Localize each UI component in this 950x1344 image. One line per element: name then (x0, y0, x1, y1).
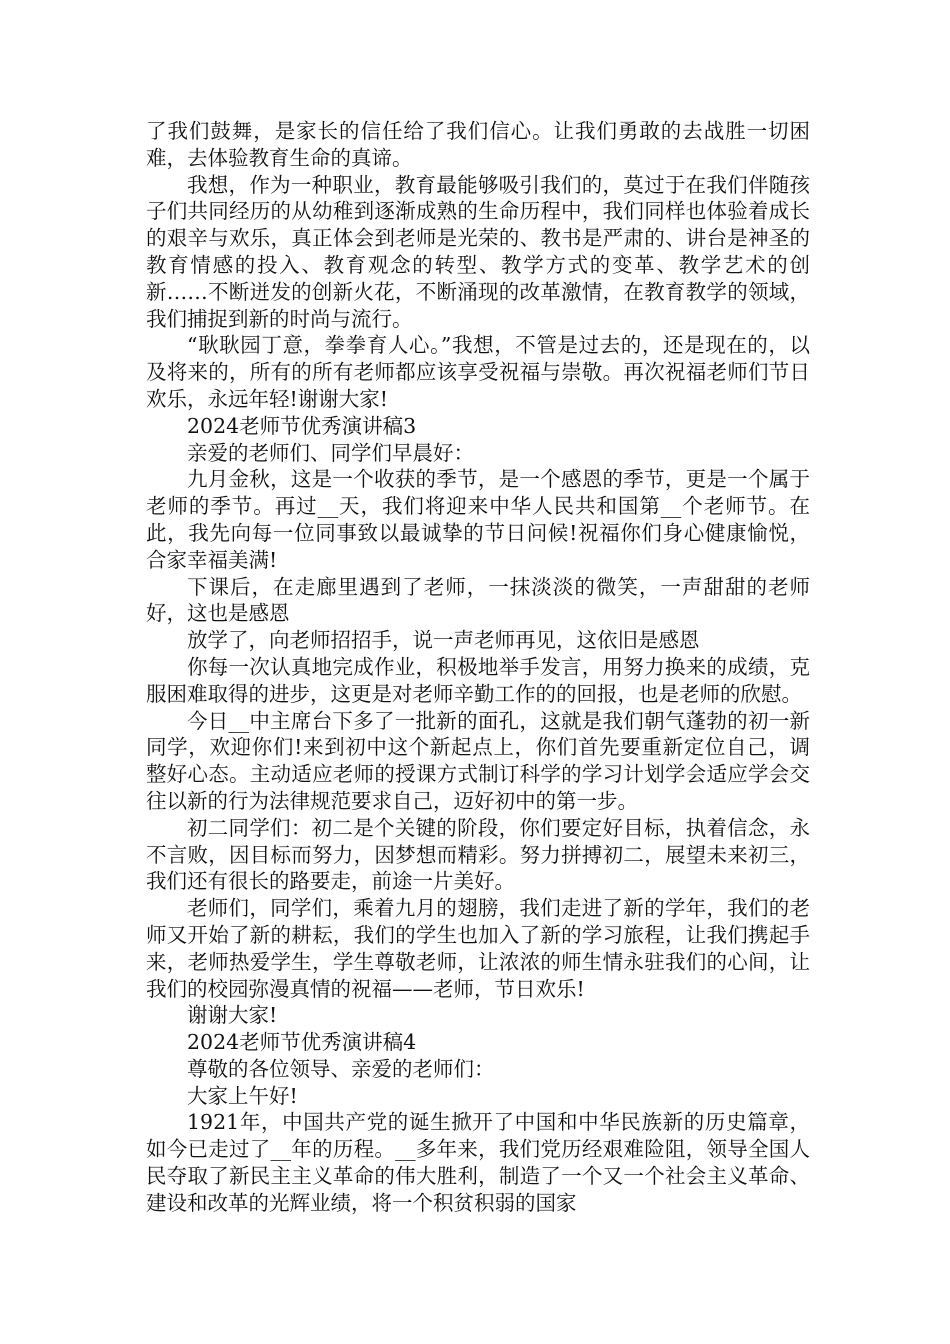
paragraph: 你每一次认真地完成作业，积极地举手发言，用努力换来的成绩，克服困难取得的进步，这更是对老师辛勤工作的的回报，也是老师的欣慰。 (146, 654, 810, 706)
paragraph: 了我们鼓舞，是家长的信任给了我们信心。让我们勇敢的去战胜一切困难，去体验教育生命的真谛。 (146, 119, 810, 170)
paragraph: 放学了，向老师招招手，说一声老师再见，这依旧是感恩 (187, 628, 700, 653)
paragraph: 初二同学们：初二是个关键的阶段，你们要定好目标，执着信念，永不言败，因目标而努力，因梦想而精彩。努力拼搏初二，展望未来初三，我们还有很长的路要走，前途一片美好。 (146, 815, 810, 894)
paragraph: “耿耿园丁意，拳拳育人心。”我想，不管是过去的，还是现在的，以及将来的，所有的所有老师都应该享受祝福与崇敬。再次祝福老师们节日欢乐，永远年轻!谢谢大家! (146, 333, 810, 411)
paragraph: 九月金秋，这是一个收获的季节，是一个感恩的季节，更是一个属于老师的季节。再过__天，我们将迎来中华人民共和国第__个老师节。在此，我先向每一位同事致以最诚挚的节日问候!祝福你们身心健康愉悦，合家幸福美满! (146, 467, 810, 572)
section-heading: 2024老师节优秀演讲稿4 (187, 1030, 417, 1055)
paragraph: 1921年，中国共产党的诞生掀开了中国和中华民族新的历史篇章，如今已走过了__年的历程。__多年来，我们党历经艰难险阻，领导全国人民夺取了新民主主义革命的伟大胜利，制造了一个又一个社会主义革命、建设和改革的光辉业绩，将一个积贫积弱的国家 (146, 1110, 810, 1215)
document-page (146, 118, 810, 1217)
paragraph: 老师们，同学们，乘着九月的翅膀，我们走进了新的学年，我们的老师又开始了新的耕耘，我们的学生也加入了新的学习旅程，让我们携起手来，老师热爱学生，学生尊敬老师，让浓浓的师生情永驻我们的心间，让我们的校园弥漫真情的祝福——老师，节日欢乐! (146, 896, 810, 1001)
paragraph: 我想，作为一种职业，教育最能够吸引我们的，莫过于在我们伴随孩子们共同经历的从幼稚到逐渐成熟的生命历程中，我们同样也体验着成长的艰辛与欢乐，真正体会到老师是光荣的、教书是严肃的、讲台是神圣的教育情感的投入、教育观念的转型、教学方式的变革、教学艺术的创新……不断迸发的创新火花，不断涌现的改革激情，在教育教学的领域，我们捕捉到新的时尚与流行。 (146, 172, 810, 331)
salutation: 尊敬的各位领导、亲爱的老师们： (187, 1056, 495, 1081)
closing-line: 谢谢大家! (187, 1003, 278, 1028)
paragraph: 下课后，在走廊里遇到了老师，一抹淡淡的微笑，一声甜甜的老师好，这也是感恩 (146, 574, 810, 626)
greeting: 大家上午好! (187, 1083, 298, 1108)
paragraph: 今日__中主席台下多了一批新的面孔，这就是我们朝气蓬勃的初一新同学，欢迎你们!来到初中这个新起点上，你们首先要重新定位自己，调整好心态。主动适应老师的授课方式制订科学的学习计划学会适应学会交往以新的行为法律规范要求自己，迈好初中的第一步。 (146, 708, 810, 813)
section-heading: 2024老师节优秀演讲稿3 (187, 413, 417, 438)
salutation: 亲爱的老师们、同学们早晨好： (187, 440, 474, 465)
